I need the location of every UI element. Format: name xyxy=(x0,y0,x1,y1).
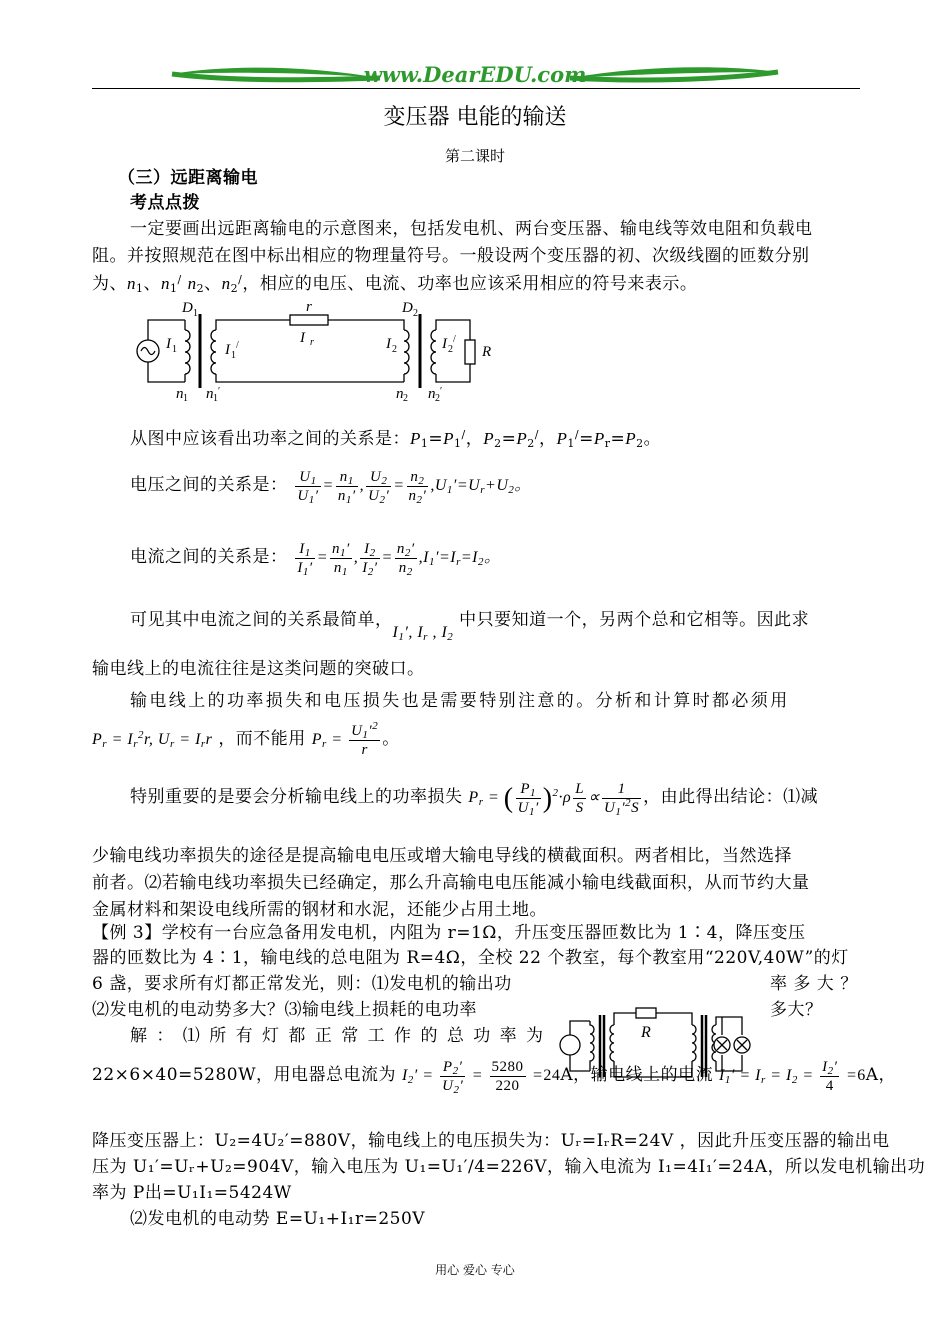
svg-text:1: 1 xyxy=(193,308,198,319)
svg-text:I: I xyxy=(442,336,447,352)
svg-text:r: r xyxy=(310,337,314,348)
intro-line-3: 为、$n_1$、$n_1^/$ $n_2$、$n_2^/$，相应的电压、电流、功率也应该采用相应的符号来表示。 xyxy=(92,273,698,295)
loss-paragraph-line-2: $P_r = I_r^2r$, $U_r = I_rr$ ，而不能用 $P_r$ = $\frac{U_1'^2}{r}$ 。 xyxy=(92,720,400,758)
current-paragraph-line-1: 可见其中电流之间的关系最简单，$I_1'$, $I_r$ , $I_2$ 中只要知道一个，另两个总和它相等。因此求 xyxy=(130,610,810,643)
svg-text:1: 1 xyxy=(231,350,236,361)
page-title: 变压器 电能的输送 xyxy=(383,105,567,130)
label-r: r xyxy=(306,299,312,315)
example-line-9: 率为 P出=U₁I₁=5424W xyxy=(92,1183,292,1203)
example-line-1: 【例 3】学校有一台应急备用发电机，内阻为 r=1Ω，升压变压器匝数比为 1∶4，降压变压 xyxy=(92,923,806,943)
svg-text:2: 2 xyxy=(403,393,408,404)
current-relation: 电流之间的关系是： $\frac{I_1}{I_1'}$ = $\frac{n_1'}{n_1}$ , $\frac{I_2}{I_2'}$ = $\frac{n_2'}{n_2}$ $,I_1'=I_r=I_2$。 xyxy=(130,541,501,578)
label-R: R xyxy=(482,344,492,360)
transmission-circuit-diagram xyxy=(130,298,500,410)
svg-text:1: 1 xyxy=(172,344,177,355)
label-n2: n xyxy=(396,386,404,402)
page-subtitle: 第二课时 xyxy=(444,147,505,165)
svg-text:n: n xyxy=(428,386,436,402)
svg-text:n: n xyxy=(206,386,214,402)
svg-text:I: I xyxy=(225,342,230,358)
label-n1: n xyxy=(176,386,184,402)
loss-paragraph-line-1: 输电线上的功率损失和电压损失也是需要特别注意的。分析和计算时都必须用 xyxy=(130,691,790,711)
section-heading: （三）远距离输电 xyxy=(118,168,258,188)
important-paragraph-line-2: 少输电线功率损失的途径是提高输电电压或增大输电导线的横截面积。两者相比，当然选择 xyxy=(92,846,792,866)
svg-text:′: ′ xyxy=(218,386,221,397)
header-banner xyxy=(170,62,780,90)
example-line-3-right: 率 多 大 ？ xyxy=(770,974,858,994)
svg-text:2: 2 xyxy=(448,344,453,355)
svg-text:1: 1 xyxy=(183,393,188,404)
intro-line-2: 阻。并按照规范在图中标出相应的物理量符号。一般设两个变压器的初、次级线圈的匝数分别 xyxy=(92,246,810,266)
svg-text:2: 2 xyxy=(392,344,397,355)
label-D1: D xyxy=(182,300,193,316)
example-line-10: ⑵发电机的电动势 E=U₁+I₁r=250V xyxy=(130,1209,426,1229)
example-line-8: 压为 U₁′=Uᵣ+U₂=904V，输入电压为 U₁=U₁′/4=226V，输入电流为 I₁=4I₁′=24A，所以发电机输出功 xyxy=(92,1157,926,1177)
important-paragraph-line-4: 金属材料和架设电线所需的钢材和水泥，还能少占用土地。 xyxy=(92,900,547,920)
svg-text:/: / xyxy=(453,334,456,345)
svg-text:/: / xyxy=(236,340,239,351)
important-paragraph-line-1: 特别重要的是要会分析输电线上的功率损失 $P_r$ = ( $\frac{P_1}{U_1'}$ )$^2$·ρ $\frac{L}{S}$ ∝ $\frac{1}{U_1'^2S}$ ，由此得出结论：⑴减 xyxy=(130,781,819,818)
example-line-5: 解 ： ⑴ 所 有 灯 都 正 常 工 作 的 总 功 率 为 xyxy=(130,1026,546,1046)
example-line-2: 器的匝数比为 4∶1，输电线的总电阻为 R=4Ω，全校 22 个教室，每个教室用“220V,40W”的灯 xyxy=(92,948,849,968)
example-line-7: 降压变压器上：U₂=4U₂′=880V，输电线上的电压损失为：Uᵣ=IᵣR=24V ，因此升压变压器的输出电 xyxy=(92,1131,890,1151)
example-line-6: 22×6×40=5280W，用电器总电流为 $I_2'$ = $\frac{P_2'}{U_2'}$ = $\frac{5280}{220}$ =24A，输电线上的电流 $I_1' = I_r = I_2$ = $\frac{I_2'}{4}$ =6A， xyxy=(92,1059,897,1096)
subsection-heading: 考点点拨 xyxy=(130,193,200,213)
example-line-4-right: 多大？ xyxy=(770,1000,823,1020)
header-rule xyxy=(92,88,860,89)
intro-line-1: 一定要画出远距离输电的示意图来，包括发电机、两台变压器、输电线等效电阻和负载电 xyxy=(130,219,813,239)
label-R2: R xyxy=(641,1024,651,1041)
current-paragraph-line-2: 输电线上的电流往往是这类问题的突破口。 xyxy=(92,659,425,679)
page-footer: 用心 爱心 专心 xyxy=(435,1263,515,1277)
voltage-relation: 电压之间的关系是： $\frac{U_1}{U_1'}$ = $\frac{n_1}{n_1'}$ , $\frac{U_2}{U_2'}$ = $\frac{n_2}{n_2'}$ $,U_1'=U_r+U_2$。 xyxy=(130,469,531,506)
svg-text:2: 2 xyxy=(435,393,440,404)
label-D2: D xyxy=(402,300,413,316)
example-line-3: 6 盏，要求所有灯都正常发光，则：⑴发电机的输出功 xyxy=(92,974,512,994)
important-paragraph-line-3: 前者。⑵若输电线功率损失已经确定，那么升高输电电压能减小输电线截面积，从而节约大量 xyxy=(92,873,810,893)
header-site: www.DearEDU.com xyxy=(363,62,587,87)
label-Ir: I xyxy=(300,330,305,346)
svg-text:′: ′ xyxy=(440,386,443,397)
svg-text:1: 1 xyxy=(213,393,218,404)
svg-text:I: I xyxy=(386,336,391,352)
power-relation: 从图中应该看出功率之间的关系是：$P_1=P_1^/$，$P_2=P_2^/$，$P_1^/=P_r=P_2$。 xyxy=(130,428,662,450)
svg-text:2: 2 xyxy=(413,308,418,319)
example-line-4: ⑵发电机的电动势多大？⑶输电线上损耗的电功率 xyxy=(92,1000,477,1020)
svg-text:I: I xyxy=(166,336,171,352)
